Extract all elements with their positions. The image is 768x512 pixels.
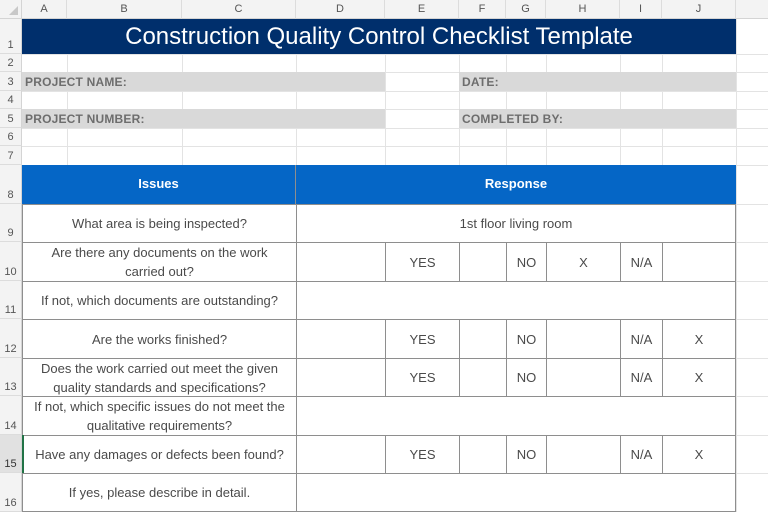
no-label-cell[interactable]: NO	[506, 358, 547, 397]
row-header-6[interactable]: 6	[0, 128, 22, 146]
row-header-11[interactable]: 11	[0, 281, 22, 319]
no-mark-cell[interactable]: X	[546, 242, 621, 282]
response-cell[interactable]	[296, 281, 736, 320]
row-header-4[interactable]: 4	[0, 91, 22, 109]
column-header-d[interactable]: D	[296, 0, 385, 19]
response-blank-cell[interactable]	[296, 319, 386, 359]
column-header-k[interactable]	[736, 0, 768, 19]
date-field[interactable]: DATE:	[459, 72, 736, 91]
row-header-12[interactable]: 12	[0, 319, 22, 358]
na-label-cell[interactable]: N/A	[620, 435, 663, 474]
na-label-cell[interactable]: N/A	[620, 319, 663, 359]
issue-cell[interactable]: Have any damages or defects been found?	[22, 435, 297, 474]
issues-header[interactable]: Issues	[22, 165, 296, 204]
response-cell[interactable]	[296, 473, 736, 512]
na-mark-cell[interactable]: X	[662, 319, 736, 359]
gridline	[22, 128, 768, 129]
row-header-16[interactable]: 16	[0, 473, 22, 512]
row-header-2[interactable]: 2	[0, 54, 22, 72]
na-mark-cell[interactable]	[662, 242, 736, 282]
issue-cell[interactable]: If not, which documents are outstanding?	[22, 281, 297, 320]
row-header-9[interactable]: 9	[0, 204, 22, 242]
response-cell[interactable]	[296, 396, 736, 436]
project-name-field[interactable]: PROJECT NAME:	[22, 72, 385, 91]
issue-cell[interactable]: Does the work carried out meet the given quality standards and specifications?	[22, 358, 297, 397]
response-cell[interactable]: 1st floor living room	[296, 204, 736, 243]
column-header-e[interactable]: E	[385, 0, 459, 19]
active-cell-indicator	[22, 435, 24, 473]
yes-mark-cell[interactable]	[459, 358, 507, 397]
na-mark-cell[interactable]: X	[662, 435, 736, 474]
completed-by-field[interactable]: COMPLETED BY:	[459, 109, 736, 128]
gridline	[22, 146, 768, 147]
sheet-title[interactable]: Construction Quality Control Checklist Template	[22, 19, 736, 54]
row-header-3[interactable]: 3	[0, 72, 22, 91]
yes-label-cell[interactable]: YES	[385, 242, 460, 282]
no-mark-cell[interactable]	[546, 319, 621, 359]
select-all-corner[interactable]	[0, 0, 22, 19]
gridline	[736, 19, 737, 512]
row-header-15[interactable]: 15	[0, 435, 22, 473]
na-label-cell[interactable]: N/A	[620, 358, 663, 397]
gridline	[22, 91, 768, 92]
no-label-cell[interactable]: NO	[506, 319, 547, 359]
response-blank-cell[interactable]	[296, 435, 386, 474]
response-blank-cell[interactable]	[296, 358, 386, 397]
yes-mark-cell[interactable]	[459, 435, 507, 474]
column-header-b[interactable]: B	[67, 0, 182, 19]
row-header-14[interactable]: 14	[0, 396, 22, 435]
na-mark-cell[interactable]: X	[662, 358, 736, 397]
column-header-j[interactable]: J	[662, 0, 736, 19]
no-label-cell[interactable]: NO	[506, 242, 547, 282]
column-header-i[interactable]: I	[620, 0, 662, 19]
no-mark-cell[interactable]	[546, 435, 621, 474]
no-label-cell[interactable]: NO	[506, 435, 547, 474]
response-blank-cell[interactable]	[296, 242, 386, 282]
yes-label-cell[interactable]: YES	[385, 319, 460, 359]
row-header-1[interactable]: 1	[0, 19, 22, 54]
column-header-c[interactable]: C	[182, 0, 296, 19]
issue-cell[interactable]: What area is being inspected?	[22, 204, 297, 243]
no-mark-cell[interactable]	[546, 358, 621, 397]
yes-mark-cell[interactable]	[459, 242, 507, 282]
yes-label-cell[interactable]: YES	[385, 358, 460, 397]
row-header-8[interactable]: 8	[0, 165, 22, 204]
column-header-g[interactable]: G	[506, 0, 546, 19]
row-header-13[interactable]: 13	[0, 358, 22, 396]
issue-cell[interactable]: Are the works finished?	[22, 319, 297, 359]
issue-cell[interactable]: If not, which specific issues do not meet the qualitative requirements?	[22, 396, 297, 436]
yes-label-cell[interactable]: YES	[385, 435, 460, 474]
yes-mark-cell[interactable]	[459, 319, 507, 359]
row-header-10[interactable]: 10	[0, 242, 22, 281]
gridline	[22, 54, 768, 55]
row-header-7[interactable]: 7	[0, 146, 22, 165]
row-header-5[interactable]: 5	[0, 109, 22, 128]
na-label-cell[interactable]: N/A	[620, 242, 663, 282]
project-number-field[interactable]: PROJECT NUMBER:	[22, 109, 385, 128]
column-header-a[interactable]: A	[22, 0, 67, 19]
issue-cell[interactable]: If yes, please describe in detail.	[22, 473, 297, 512]
issue-cell[interactable]: Are there any documents on the work carried out?	[22, 242, 297, 282]
column-header-f[interactable]: F	[459, 0, 506, 19]
response-header[interactable]: Response	[296, 165, 736, 204]
column-header-h[interactable]: H	[546, 0, 620, 19]
